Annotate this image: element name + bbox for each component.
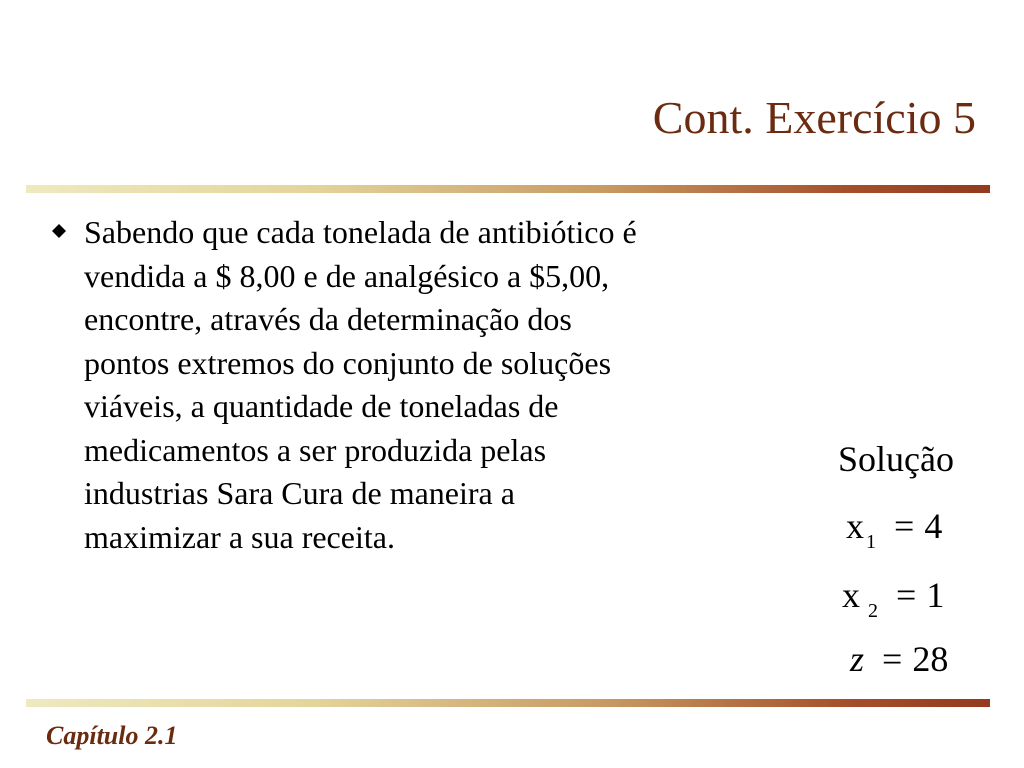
body-line: vendida a $ 8,00 e de analgésico a $5,00, (84, 257, 610, 294)
body-line: pontos extremos do conjunto de soluções (84, 344, 612, 381)
equation-x1 (846, 503, 942, 565)
body-line: maximizar a sua receita. (84, 518, 395, 555)
subscript: 2 (868, 600, 878, 622)
body-line: industrias Sara Cura de maneira a (84, 475, 515, 511)
diamond-icon (52, 224, 66, 238)
equals-sign: = (882, 639, 903, 679)
value: 28 (912, 639, 949, 679)
slide-title: Cont. Exercício 5 (652, 92, 976, 143)
top-divider (26, 185, 990, 193)
bottom-divider (26, 699, 990, 707)
equation-x2 (842, 572, 944, 634)
body-line: viáveis, a quantidade de toneladas de (84, 388, 559, 424)
body-line: Sabendo que cada tonelada de antibiótico é (84, 214, 637, 250)
value: 1 (926, 575, 945, 615)
variable: x (842, 575, 860, 615)
equals-sign: = (894, 506, 915, 546)
equation-z (850, 636, 948, 682)
equals-sign: = (896, 575, 917, 615)
solution-label: Solução (838, 439, 954, 479)
body-paragraph (84, 211, 784, 559)
value: 4 (924, 506, 943, 546)
variable: x (846, 506, 864, 546)
subscript: 1 (866, 531, 876, 553)
body-line: encontre, através da determinação dos (84, 301, 572, 337)
footer-chapter: Capítulo 2.1 (46, 721, 178, 750)
variable: z (850, 639, 865, 679)
body-line: medicamentos a ser produzida pelas (84, 431, 547, 468)
